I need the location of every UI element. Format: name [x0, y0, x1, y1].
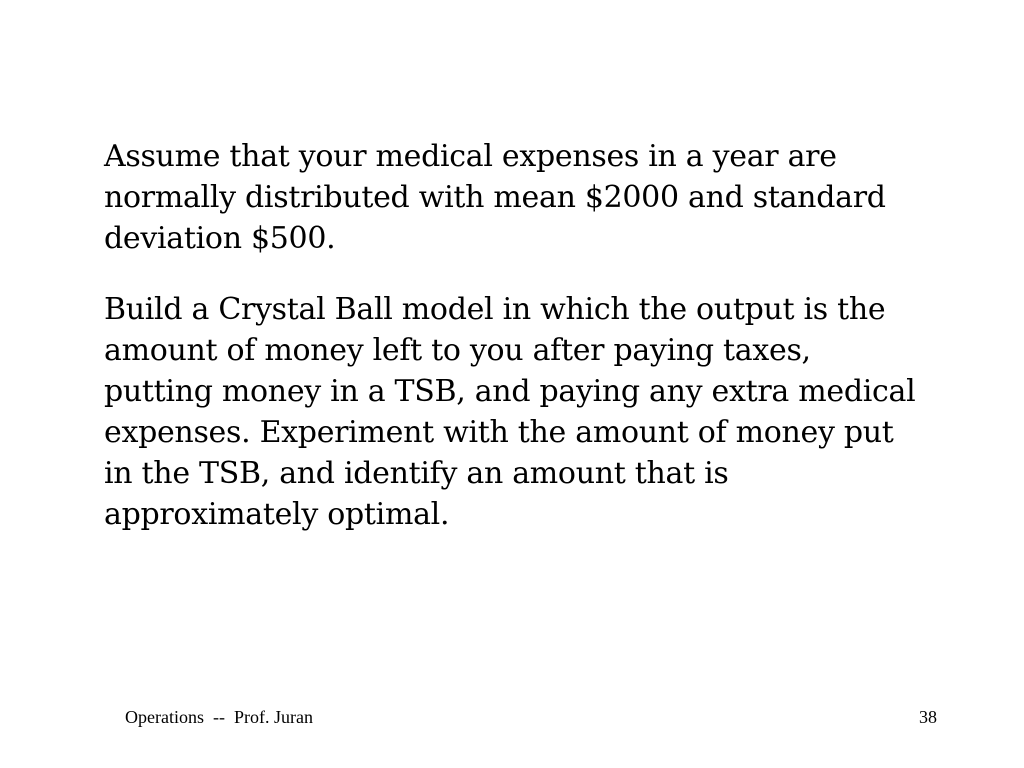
paragraph-assumption: Assume that your medical expenses in a year are normally distributed with mean $2000 and standard deviation $500. [104, 139, 886, 256]
slide-page-number: 38 [919, 707, 937, 727]
footer-course-label: Operations -- Prof. Juran [125, 707, 313, 727]
paragraph-instructions: Build a Crystal Ball model in which the output is the amount of money left to you after paying taxes, putting money in a TSB, and paying any extra medical expenses. Experiment with the amount of money put in the TSB, and identify an amount that is approximately optimal. [104, 292, 916, 532]
slide-body [104, 136, 924, 535]
